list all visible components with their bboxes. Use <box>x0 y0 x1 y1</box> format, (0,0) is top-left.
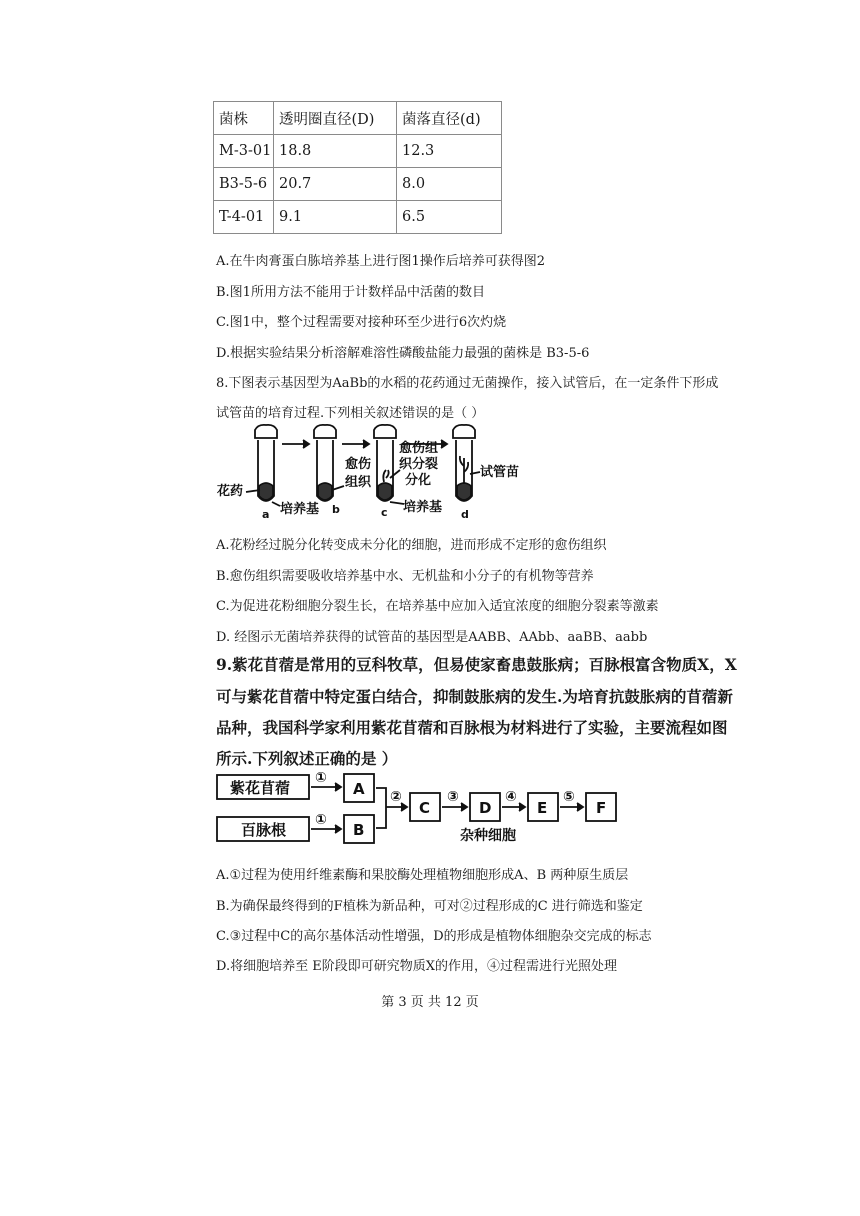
label-seedling: 试管苗 <box>480 465 520 480</box>
anther-culture-figure <box>214 422 520 521</box>
table-cell: 20.7 <box>274 168 397 201</box>
label-callus-division: 织分裂 <box>399 457 439 472</box>
table-cell: T-4-01 <box>214 201 274 234</box>
q9-option-c: C.③过程中C的高尔基体活动性增强，D的形成是植物体细胞杂交完成的标志 <box>216 929 652 944</box>
box-label: E <box>537 799 548 817</box>
table-header-row <box>214 102 502 135</box>
page-footer: 第 3 页 共 12 页 <box>381 995 479 1010</box>
table-row <box>214 168 502 201</box>
q7-option-c: C.图1中，整个过程需要对接种环至少进行6次灼烧 <box>216 315 507 330</box>
test-tube-d <box>453 425 475 501</box>
label-medium: 培养基 <box>403 500 443 515</box>
q8-option-a: A.花粉经过脱分化转变成未分化的细胞，进而形成不定形的愈伤组织 <box>216 538 607 553</box>
q9-stem-line: 品种，我国科学家利用紫花苜蓿和百脉根为材料进行了实验，主要流程如图 <box>216 718 728 737</box>
box-label: B <box>353 821 365 839</box>
table-cell: 8.0 <box>397 168 502 201</box>
hybridization-flow-diagram <box>214 768 634 848</box>
table-cell: 9.1 <box>274 201 397 234</box>
box-label: F <box>596 799 607 817</box>
step-marker: ① <box>315 812 327 828</box>
q8-stem-line: 试管苗的培育过程.下列相关叙述错误的是（ ） <box>216 406 485 421</box>
box-label: D <box>479 799 492 817</box>
table-row <box>214 135 502 168</box>
table-header-cell: 透明圈直径(D) <box>274 102 397 135</box>
tube-label-c: c <box>381 506 388 519</box>
q7-option-a: A.在牛肉膏蛋白胨培养基上进行图1操作后培养可获得图2 <box>216 254 546 269</box>
table-cell: B3-5-6 <box>214 168 274 201</box>
step-marker: ② <box>390 789 402 805</box>
tube-label-d: d <box>461 508 469 521</box>
label-callus: 愈伤 <box>345 457 372 472</box>
q8-stem-line: 8.下图表示基因型为AaBb的水稻的花药通过无菌操作，接入试管后，在一定条件下形成 <box>216 376 719 391</box>
q7-option-b: B.图1所用方法不能用于计数样品中活菌的数目 <box>216 285 485 300</box>
table-row <box>214 201 502 234</box>
step-marker: ③ <box>447 789 459 805</box>
label-callus-division: 愈伤组 <box>399 441 439 456</box>
q9-stem-line: 所示.下列叙述正确的是 ） <box>216 749 398 768</box>
step-marker: ⑤ <box>563 789 575 805</box>
table-header-cell: 菌落直径(d) <box>397 102 502 135</box>
table-cell: 6.5 <box>397 201 502 234</box>
box-label: C <box>419 799 431 817</box>
table-cell: 18.8 <box>274 135 397 168</box>
q8-option-d: D. 经图示无菌培养获得的试管苗的基因型是AABB、AAbb、aaBB、aabb <box>216 630 648 645</box>
q9-stem-line: 9.紫花苜蓿是常用的豆科牧草，但易使家畜患鼓胀病；百脉根富含物质X，X <box>216 655 737 674</box>
hybrid-cell-label: 杂种细胞 <box>460 828 516 844</box>
table-header-cell: 菌株 <box>214 102 274 135</box>
plant-label: 紫花苜蓿 <box>230 779 291 797</box>
label-callus: 组织 <box>345 475 372 490</box>
q9-option-a: A.①过程为使用纤维素酶和果胶酶处理植物细胞形成A、B 两种原生质层 <box>216 868 629 883</box>
label-anther: 花药 <box>217 484 244 499</box>
plant-label: 百脉根 <box>241 821 287 839</box>
q8-option-b: B.愈伤组织需要吸收培养基中水、无机盐和小分子的有机物等营养 <box>216 569 594 584</box>
step-marker: ① <box>315 770 327 786</box>
q9-option-d: D.将细胞培养至 E阶段即可研究物质X的作用，④过程需进行光照处理 <box>216 959 617 974</box>
label-medium: 培养基 <box>280 502 320 517</box>
strain-table <box>213 101 502 234</box>
tube-label-b: b <box>332 503 340 516</box>
label-callus-division: 分化 <box>405 473 432 488</box>
table-cell: M-3-01 <box>214 135 274 168</box>
box-label: A <box>353 780 365 798</box>
q9-option-b: B.为确保最终得到的F植株为新品种，可对②过程形成的C 进行筛选和鉴定 <box>216 899 643 914</box>
table-cell: 12.3 <box>397 135 502 168</box>
q9-stem-line: 可与紫花苜蓿中特定蛋白结合，抑制鼓胀病的发生.为培育抗鼓胀病的苜蓿新 <box>216 687 733 706</box>
q8-option-c: C.为促进花粉细胞分裂生长，在培养基中应加入适宜浓度的细胞分裂素等激素 <box>216 599 659 614</box>
test-tube-c <box>374 425 396 501</box>
q7-option-d: D.根据实验结果分析溶解难溶性磷酸盐能力最强的菌株是 B3-5-6 <box>216 346 590 361</box>
tube-label-a: a <box>262 508 270 521</box>
step-marker: ④ <box>505 789 517 805</box>
